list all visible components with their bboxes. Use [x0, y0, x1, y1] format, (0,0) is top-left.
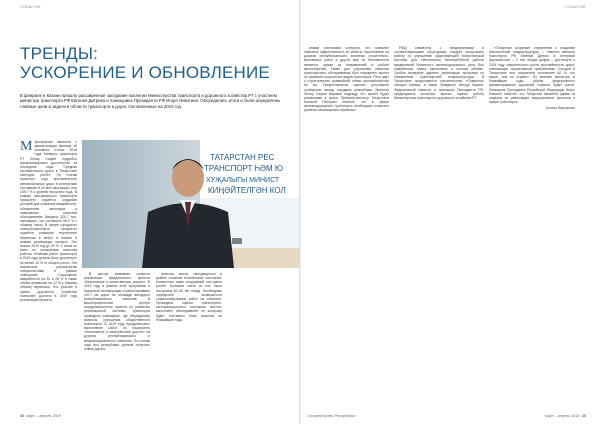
page-number: 46 март – апрель 2019: [20, 414, 62, 418]
photo-sign-line-2: ТРАНСПОРТ ҺӘМ Ю: [204, 164, 283, 173]
right-page: [301, 0, 600, 424]
right-column-2: [394, 46, 484, 410]
paragraph: ремонта моста, находящегося в крайне сложном техническом состоянии. Количество таких сооружений постоянно растёт. Большая часть из них была построена 40–50 лет назад. Необходимо определить возможности софинансирования работ на объектах. Проведена оценка транспортно-эксплуатационного состояния мостов, выполнено обследование, по которому будет составлен план ремонта на ближайшие годы.: [156, 272, 222, 322]
left-column-3: [156, 272, 222, 410]
right-column-1: [304, 46, 389, 410]
drop-cap: М: [20, 140, 33, 154]
page-rubric: СОБЫТИЕ: [565, 5, 586, 9]
article-title: [20, 44, 270, 82]
page-number: март – апрель 2019 45: [544, 414, 586, 418]
paragraph: иными системами контроля, что позволит повысить эффективность их работы. Выполнение на дорогах республиканского значения строительно-монтажных работ и других мер по безопасности является одним из направлений в работе министерства. Также для улучшения качества транспортного обслуживания был определён проект по развитию скоростных видов транспорта. Речь идёт о строительстве трамвайной линии протяжённостью 50 км. Предполагается сделать регулярное сообщение между городами республики. Министр Ленар Сафин выразил надежду, что проект будет реализован в сроки. Премьер-министр Татарстана Алексей Песошин отметил, что в сфере железнодорожного транспорта необходимо повысить уровень пассажирских перевозок.: [304, 46, 389, 113]
paragraph: РЖД совместно с предприятиями и соответствующими структурами следует продолжить работу по улучшению существующей логистической системы для обеспечения бесперебойной работы предприятий Казанского железнодорожного узла. Все намеченные планы выполнены в полном объёме. Особое внимание уделено реализации программ по обновлению транспортной инфраструктуры. В Татарстане продолжается строительство «Северного обхода» Казани, а также Западного обхода Казани. Федеральный министр и помощник Президента РФ, председатель коллегии, высоко оценил работу Министерства транспорта и дорожного хозяйства РТ.: [394, 46, 484, 100]
article-photo: [82, 140, 300, 268]
photo-sign-line-3: ХУҖАЛЫГЫ МИНИСТ: [206, 177, 280, 184]
left-column-1: [20, 140, 77, 410]
paragraph: «Татарстан сохраняет стремление к созданию значительной инфраструктуры, – отметил министр транспорта РФ Евгений Дитрих в интервью журналистам. – У нас общая цифра – достигнуть к 2024 году значительного роста протяжённости дорог, отвечающих нормативным требованиям. Сегодня в Татарстане этот показатель составляет 60 %, что выше, чем по стране». По мнению министра, в ближайшие годы объём федерального финансирования дорожной отрасли будет расти. Помощник Президента Российской Федерации Игорь Левитин отметил, что Татарстан является одним из лидеров по реализации национальных проектов в сфере транспорта.: [489, 46, 575, 105]
minister-photo-illustration: [82, 140, 300, 268]
article-author: Оксана Варганова: [545, 106, 575, 111]
page-rubric: СОБЫТИЕ: [20, 5, 41, 9]
left-page: [0, 0, 299, 424]
issue-date: март – апрель 2019: [544, 414, 580, 418]
right-column-3: [489, 46, 575, 410]
photo-sign-line-4: КИҢӘЙТЕЛГӘН КОЛ: [208, 186, 286, 195]
title-line-1: ТРЕНДЫ:: [20, 44, 99, 63]
issue-date: март – апрель 2019: [26, 414, 62, 418]
left-column-2: [84, 272, 150, 410]
article-lead: В феврале в Казани прошло расширенное заседание коллегии Министерства транспорта и дорожного хозяйства РТ с участием министра транспорта РФ Евгения Дитриха и помощника Президента РФ Игоря Левитина. Обсуждались итоги и были определены главные цели и задачи в области транспорта и дорог, поставленные на 2019 год.: [20, 93, 281, 109]
photo-sign-line-1: ТАТАРСТАН РЕС: [210, 153, 275, 162]
title-line-2: УСКОРЕНИЕ И ОБНОВЛЕНИЕ: [20, 63, 270, 82]
paragraph: В центре внимания остается реализация федерального проекта «Безопасные и качественные дороги». В 2018 году в рамках этой программы в Казанской агломерации отремонтировано 110,7 км дорог на площади автодорог республиканского значения. В многопрофильном центре координационного проекта по развитию региональной системы транспорта проведено совещание, где обсуждались вопросы улучшения общественного транспорта. В 2019 году предусмотрено выполнение работ по нацпроекту «Безопасные и качественные дороги» на дорогах республиканского и межмуниципального значения. По итогам года вся республика должна получить новые дороги.: [84, 272, 150, 351]
footer-publication: Строительство Республики: [307, 414, 355, 418]
paragraph: ероприятие началось с демонстрации фильма об основных итогах 2018 года. Министр транспорта РТ Ленар Сафин подробно проанализировал достигнутое за последние годы. Средняя протяжённость дорог в Татарстане ежегодно растёт. По итогам прошлого года протяжённость автомобильных дорог в республике составляет 6,43 млн пассажиро, или 105,7 % к уровню прошлого года. В рамках пассажирского транспорта приоритет отдаётся созданию условий для снижения аварийности, обновлению автопарка и повышению качества обслуживания. Введено 326,7 тыс. пассажиро, что составило 98,3 % к общему числу. В сфере городского электротранспорта приоритет отдаётся развитию внутренних перевозок в метро в Казани в рамках реализации проекта. Это значит 2019 год до 25 %. С июля по июнь по повышению качества работы, объёмам работ транспорта в 2019 году должно быть достигнуто не менее 10 % от общего роста. Эти показатели рассмотрены специалистами в рамках совещания. Сокращение аварийности на 32 и 28 % а также объём перевозки на 12 % к общему объёму перевозок. Это участие в сфере дорожного хозяйства позволяет достичь в 2019 году реализации проекта.: [20, 140, 77, 302]
